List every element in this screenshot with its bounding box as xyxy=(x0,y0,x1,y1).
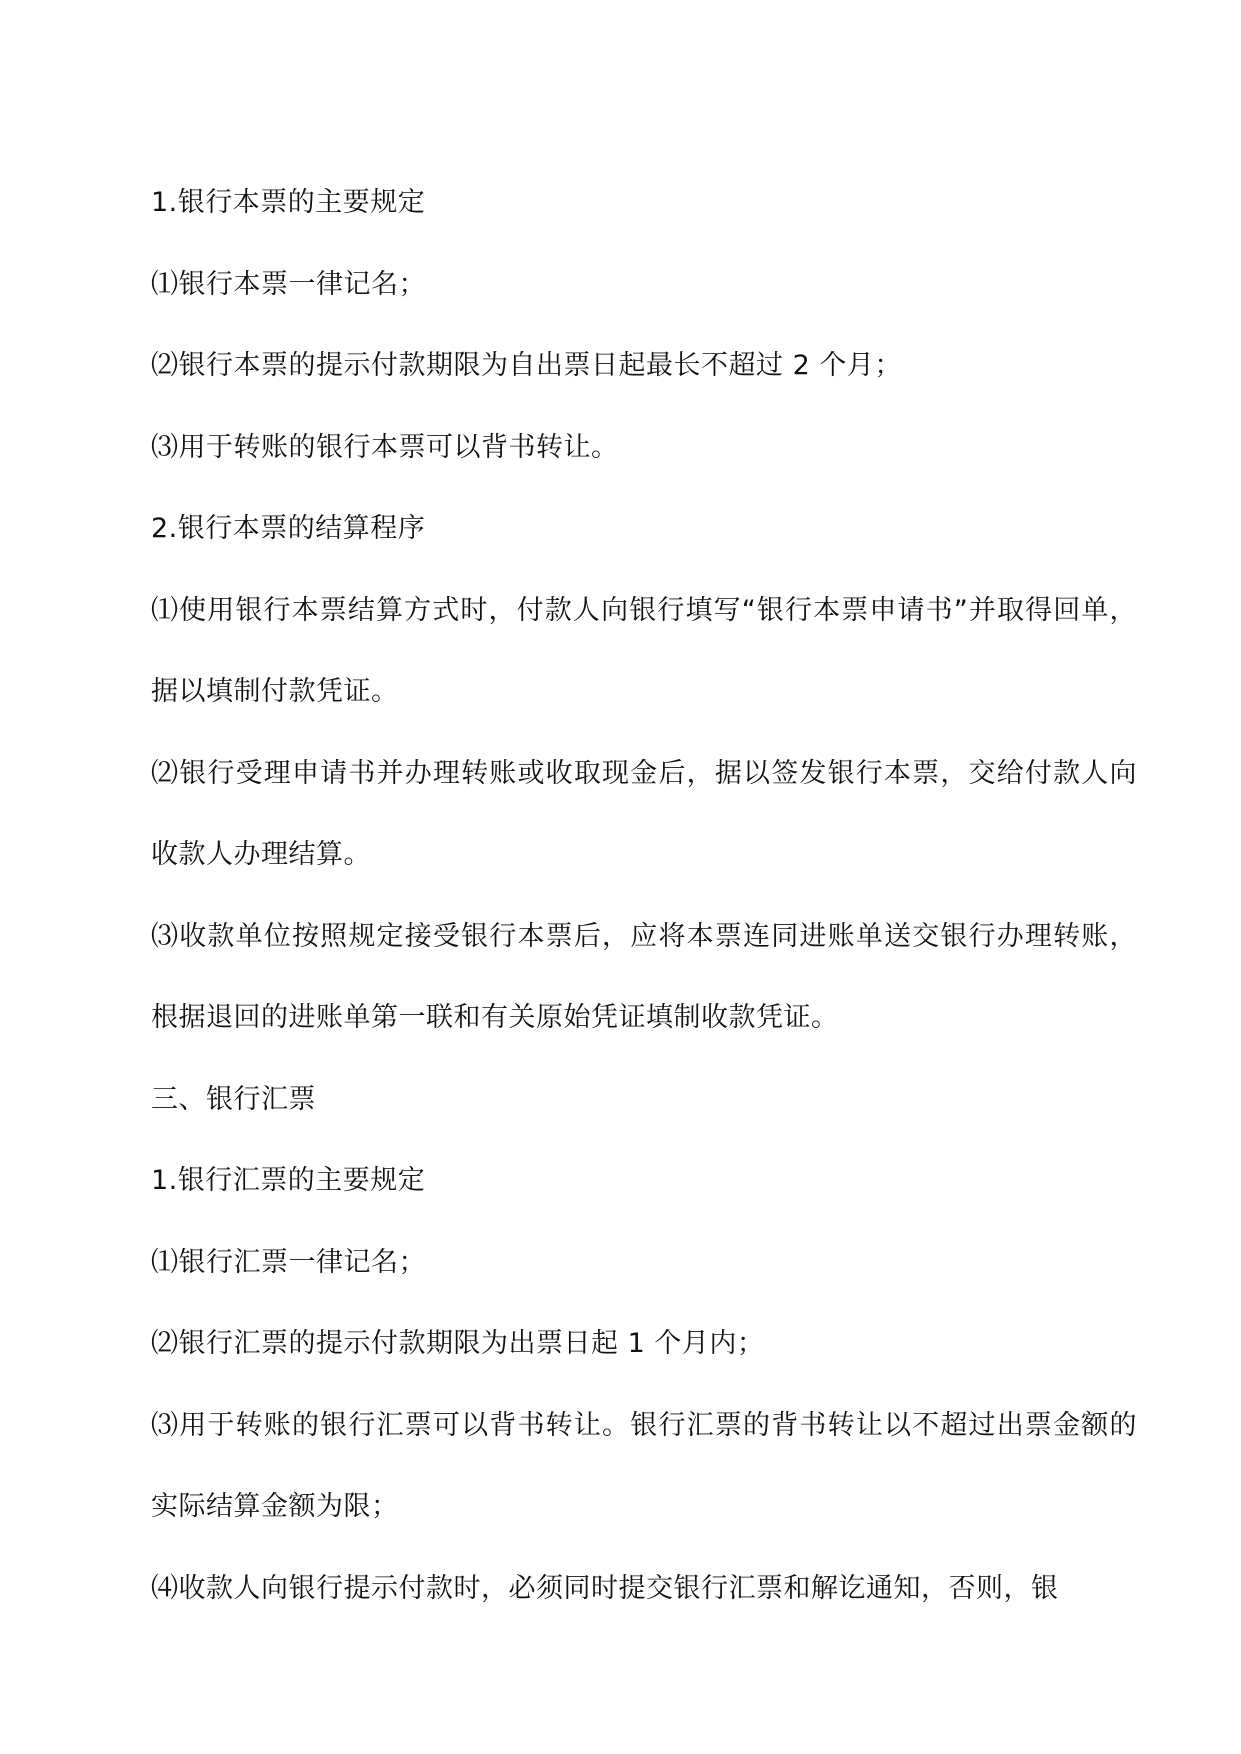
paragraph-cashier-rule-3: ⑶用于转账的银行本票可以背书转让。 xyxy=(151,431,619,463)
paragraph-draft-rule-1: ⑴银行汇票一律记名； xyxy=(151,1246,426,1278)
paragraph-cashier-procedure-3: ⑶收款单位按照规定接受银行本票后，应将本票连同进账单送交银行办理转账，根据退回的进账单第一联和有关原始凭证填制收款凭证。 xyxy=(151,920,1137,1033)
section-heading-bank-draft: 三、银行汇票 xyxy=(151,1083,316,1115)
paragraph-draft-rule-2: ⑵银行汇票的提示付款期限为出票日起 1 个月内； xyxy=(151,1328,765,1359)
paragraph-cashier-procedure-1: ⑴使用银行本票结算方式时，付款人向银行填写“银行本票申请书”并取得回单，据以填制付款凭证。 xyxy=(151,594,1137,707)
heading-bank-draft-rules: 1.银行汇票的主要规定 xyxy=(151,1165,426,1196)
paragraph-draft-rule-4: ⑷收款人向银行提示付款时，必须同时提交银行汇票和解讫通知，否则，银 xyxy=(151,1572,1059,1604)
heading-cashier-check-procedure: 2.银行本票的结算程序 xyxy=(151,513,426,544)
paragraph-cashier-procedure-2: ⑵银行受理申请书并办理转账或收取现金后，据以签发银行本票，交给付款人向收款人办理结算。 xyxy=(151,757,1137,870)
paragraph-draft-rule-3: ⑶用于转账的银行汇票可以背书转让。银行汇票的背书转让以不超过出票金额的实际结算金额为限； xyxy=(151,1409,1137,1522)
document-body xyxy=(107,162,1137,1629)
paragraph-cashier-rule-1: ⑴银行本票一律记名； xyxy=(151,268,426,300)
heading-cashier-check-rules: 1.银行本票的主要规定 xyxy=(151,187,426,218)
paragraph-cashier-rule-2: ⑵银行本票的提示付款期限为自出票日起最长不超过 2 个月； xyxy=(151,350,902,381)
